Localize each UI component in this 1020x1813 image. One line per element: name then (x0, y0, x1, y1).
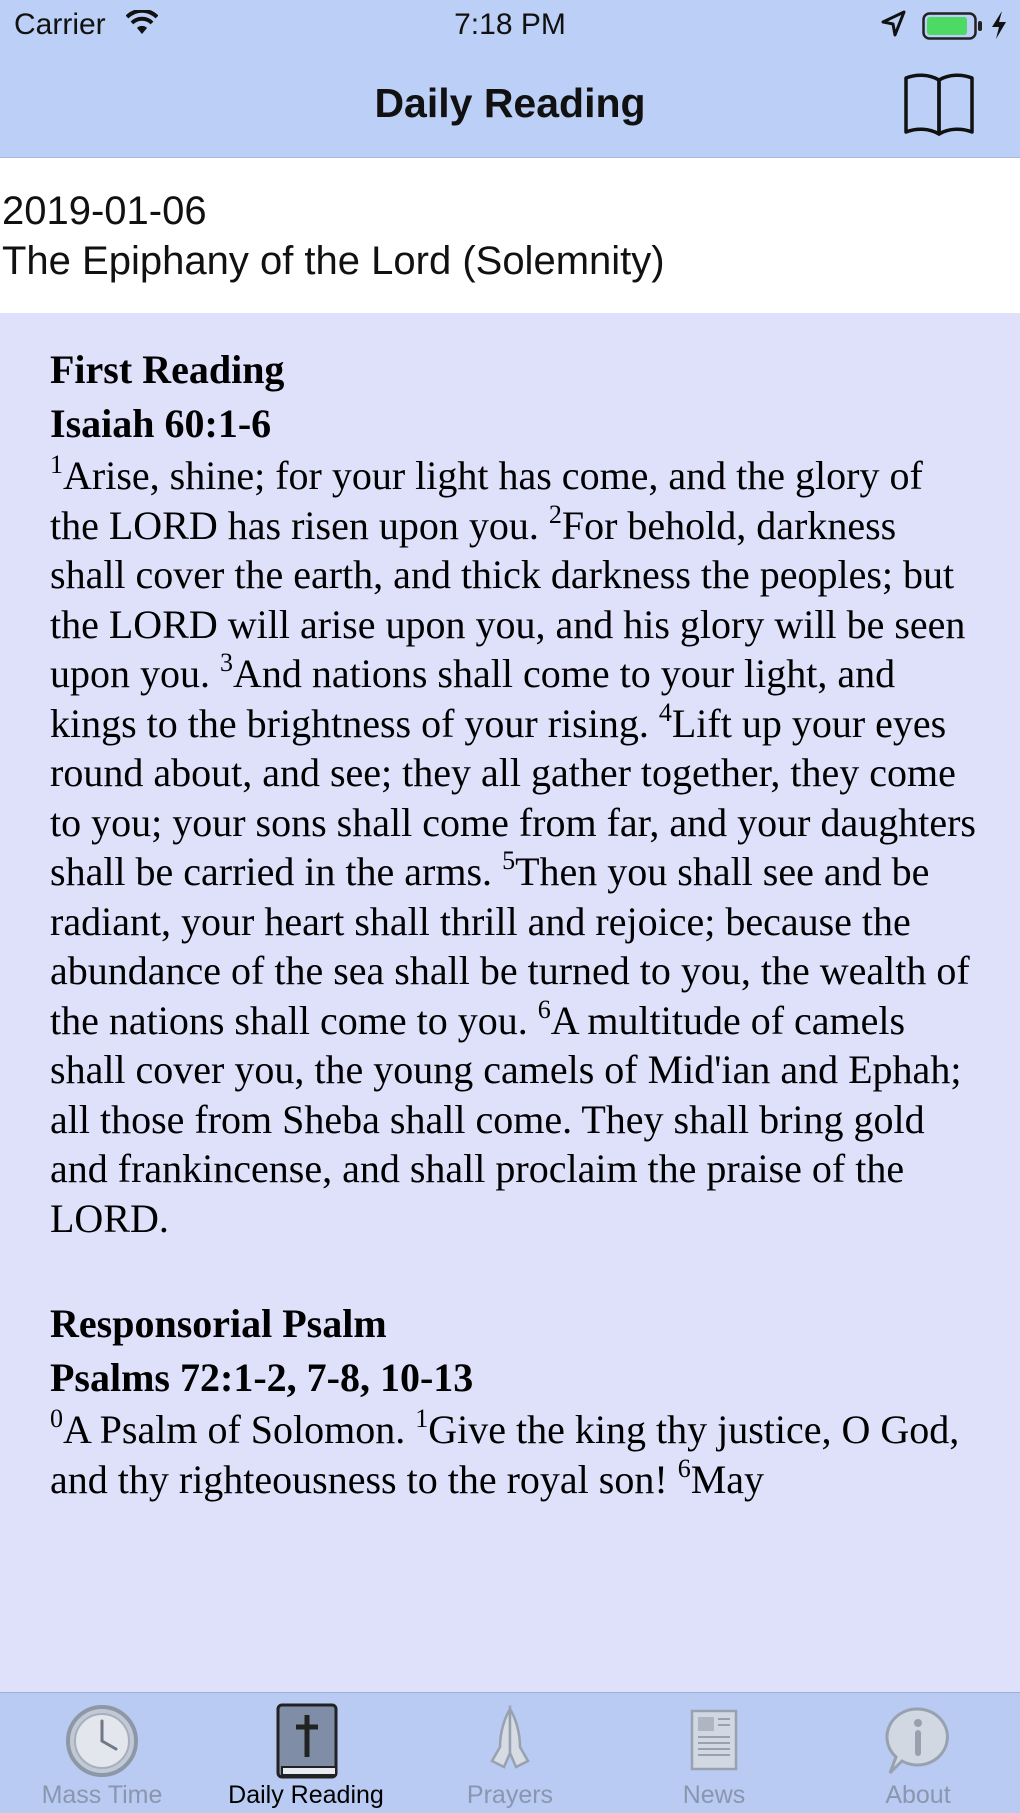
newspaper-icon (674, 1703, 754, 1779)
section-reference: Isaiah 60:1-6 (50, 401, 272, 446)
section-text (50, 1405, 980, 1504)
verse-text: Give the king thy justice, O God, and thy righteousness to the royal son! (50, 1407, 960, 1502)
tab-label: Daily Reading (228, 1781, 384, 1809)
verse-text: Then you shall see and be radiant, your heart shall thrill and rejoice; because the abundance of the sea shall be turned to you, the wealth of the nations shall come to you. (50, 849, 970, 1043)
section-reference: Psalms 72:1-2, 7-8, 10-13 (50, 1355, 474, 1400)
tab-label: Mass Time (41, 1781, 163, 1809)
tab-label: About (885, 1781, 951, 1809)
section-first-reading (50, 343, 980, 1243)
verse (677, 1453, 765, 1502)
tab-news[interactable] (612, 1693, 816, 1813)
section-text (50, 451, 980, 1243)
charging-bolt-icon (990, 10, 1008, 40)
tab-mass-time[interactable] (0, 1693, 204, 1813)
verse (50, 1404, 416, 1452)
navigation-bar (0, 52, 1020, 158)
tab-about[interactable] (816, 1693, 1020, 1813)
feast-title: The Epiphany of the Lord (Solemnity) (2, 239, 665, 283)
verse-text: Lift up your eyes round about, and see; they all gather together, they come to you; your sons shall come from far, and your daughters shall be carried in the arms. (50, 700, 976, 894)
verse-text: A multitude of camels shall cover you, the young camels of Mid'ian and Ephah; all those from Sheba shall come. They shall bring gold and frankincense, and shall proclaim the praise of the LORD. (50, 997, 962, 1241)
section-title: Responsorial Psalm (50, 1301, 387, 1346)
location-arrow-icon (880, 10, 906, 38)
verse-text: And nations shall come to your light, and kings to the brightness of your rising. (50, 651, 896, 746)
page-title: Daily Reading (374, 80, 646, 126)
tab-label: Prayers (466, 1781, 554, 1809)
section-title: First Reading (50, 347, 285, 392)
verse-number: 5 (502, 846, 516, 875)
status-bar (0, 0, 1020, 52)
verse-number: 6 (677, 1453, 691, 1483)
tab-bar (0, 1692, 1020, 1813)
section-spacer (50, 1243, 980, 1297)
verse-number: 2 (548, 499, 562, 529)
verse-number: 4 (658, 697, 672, 727)
verse-number: 1 (50, 450, 63, 479)
reading-date: 2019-01-06 (2, 189, 207, 233)
info-icon (878, 1703, 958, 1779)
verse-text: Arise, shine; for your light has come, and the glory of the LORD has risen upon you. (50, 453, 923, 548)
verse-number: 0 (50, 1404, 63, 1433)
clock-icon (62, 1703, 142, 1779)
tab-daily-reading[interactable] (204, 1693, 408, 1813)
reading-header (0, 158, 1020, 313)
verse-number: 1 (415, 1404, 429, 1433)
battery-icon (922, 12, 984, 40)
verse-text: May (690, 1456, 765, 1502)
praying-hands-icon (470, 1703, 550, 1779)
open-book-button[interactable] (902, 68, 976, 138)
verse-number: 3 (220, 648, 233, 677)
verse-text: For behold, darkness shall cover the earth, and thick darkness the peoples; but the LORD will arise upon you, and his glory will be seen upon you. (50, 502, 966, 696)
section-responsorial-psalm (50, 1297, 980, 1504)
tab-prayers[interactable] (408, 1693, 612, 1813)
carrier-label: Carrier (14, 8, 106, 41)
tab-label: News (682, 1781, 746, 1809)
bible-icon (266, 1703, 346, 1779)
book-icon (902, 68, 976, 138)
verse-text: A Psalm of Solomon. (63, 1407, 416, 1452)
reading-content (50, 343, 980, 1504)
status-time: 7:18 PM (454, 8, 566, 41)
verse-number: 6 (537, 994, 551, 1024)
